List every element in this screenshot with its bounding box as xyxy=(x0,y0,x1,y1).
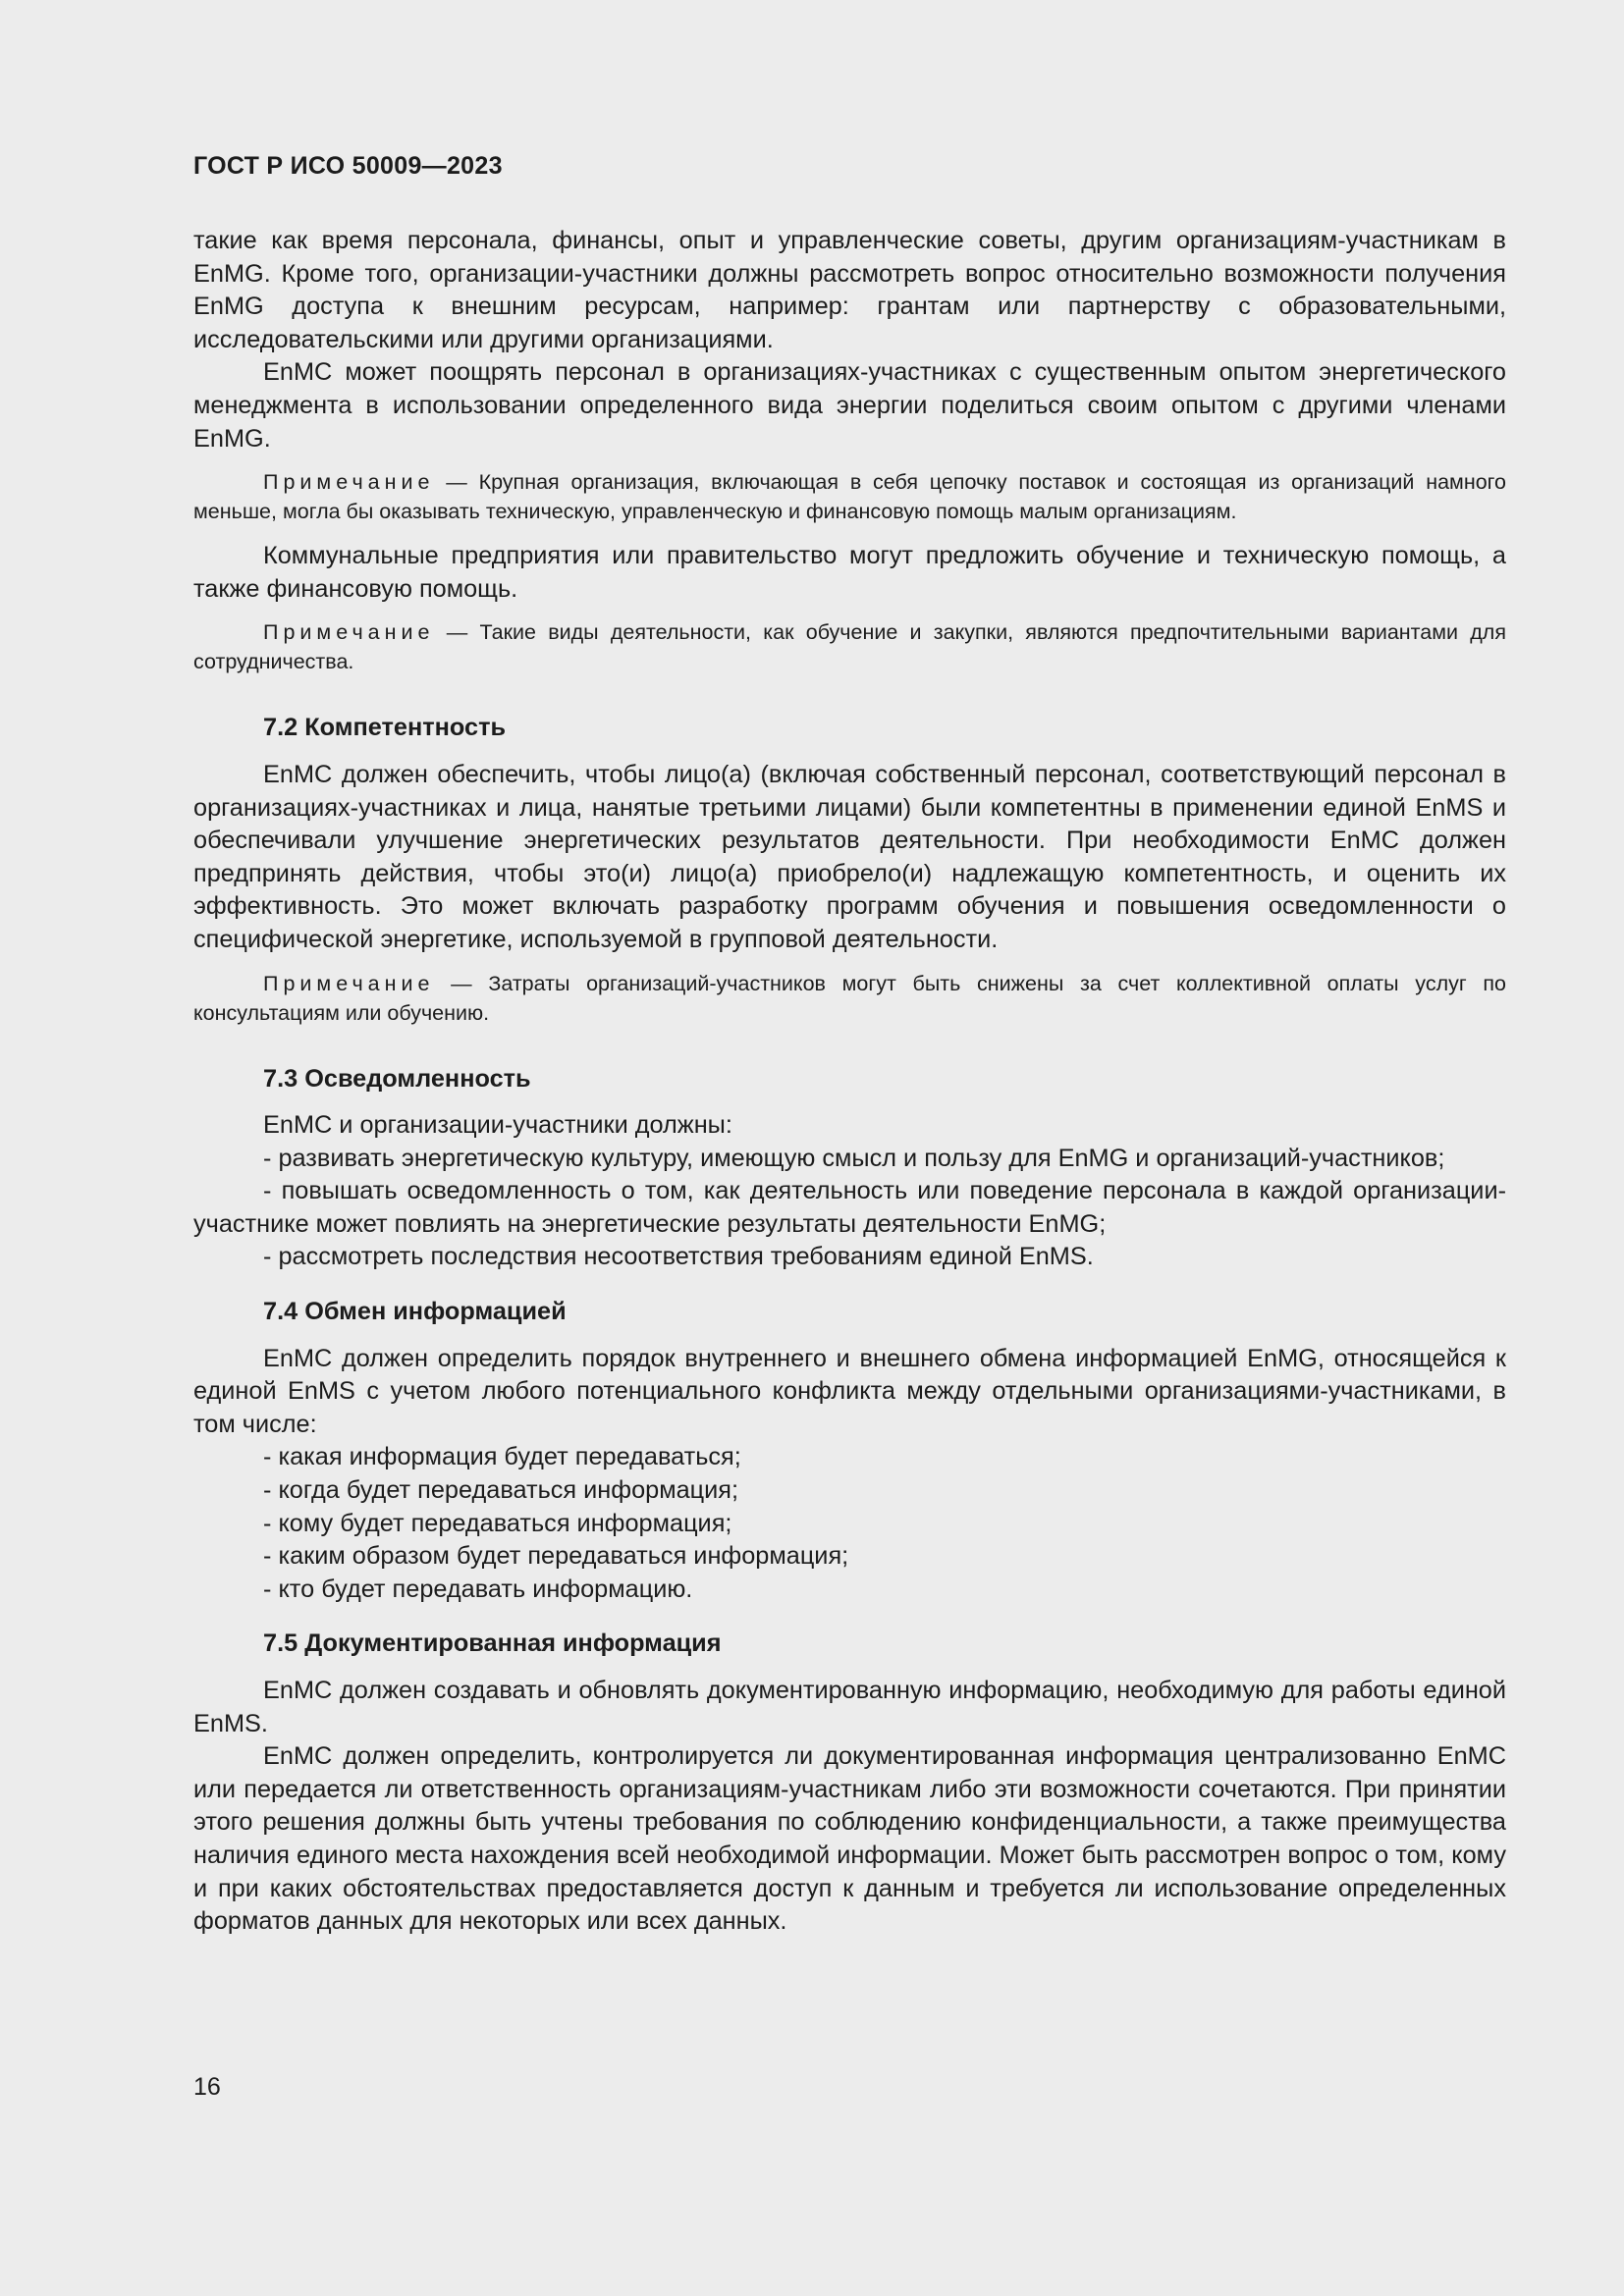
section-heading-7-4: 7.4 Обмен информацией xyxy=(263,1298,567,1326)
paragraph-utilities: Коммунальные предприятия или правительство могут предложить обучение и техническую помощь, а также финансовую помощь. xyxy=(193,542,1506,603)
list-item: - кому будет передаваться информация; xyxy=(263,1509,732,1537)
standard-header: ГОСТ Р ИСО 50009—2023 xyxy=(193,152,503,180)
section-heading-7-3: 7.3 Осведомленность xyxy=(263,1064,531,1093)
list-item: - кто будет передавать информацию. xyxy=(263,1575,693,1603)
note-3 xyxy=(193,969,1506,1028)
paragraph-enmc-encourage: EnMC может поощрять персонал в организациях-участниках с существенным опытом энергетического менеджмента в использовании определенного вида энергии поделиться своим опытом с другими членами EnMG. xyxy=(193,358,1506,453)
paragraph-communication-intro: EnMC должен определить порядок внутреннего и внешнего обмена информацией EnMG, относящейся к единой EnMS с учетом любого потенциального конфликта между отдельными организациями-участниками, в том числе: xyxy=(193,1344,1506,1438)
page-number: 16 xyxy=(193,2073,221,2101)
note-label: Примечание xyxy=(263,620,435,645)
note-text: — Крупная организация, включающая в себя цепочку поставок и состоящая из организаций намного меньше, могла бы оказывать техническую, управленческую и финансовую помощь малым организациям. xyxy=(193,470,1506,524)
list-item: - повышать осведомленность о том, как деятельность или поведение персонала в каждой организации-участнике может повлиять на энергетические результаты деятельности EnMG; xyxy=(193,1177,1506,1238)
page-content xyxy=(193,225,1506,1939)
section-heading-7-5: 7.5 Документированная информация xyxy=(263,1629,722,1658)
list-item: - когда будет передаваться информация; xyxy=(263,1476,739,1505)
list-item: - рассмотреть последствия несоответствия требованиям единой EnMS. xyxy=(263,1243,1094,1271)
section-heading-7-2: 7.2 Компетентность xyxy=(263,714,507,742)
note-label: Примечание xyxy=(263,971,435,995)
note-1 xyxy=(193,467,1506,526)
paragraph-documented-info-b: EnMC должен определить, контролируется ли документированная информация централизованно EnMC или передается ли ответственность организациям-участникам либо эти возможности сочетаются. При принятии этого решения должны быть учтены требования по соблюдению конфиденциальности, а также преимущества наличия единого места нахождения всей необходимой информации. Может быть рассмотрен вопрос о том, кому и при каких обстоятельствах предоставляется доступ к данным и требуется ли использование определенных форматов данных для некоторых или всех данных. xyxy=(193,1742,1506,1936)
note-label: Примечание xyxy=(263,470,435,495)
paragraph-awareness-intro: EnMC и организации-участники должны: xyxy=(263,1111,732,1140)
note-text: — Затраты организаций-участников могут быть снижены за счет коллективной оплаты услуг по консультациям или обучению. xyxy=(193,971,1506,1025)
note-2 xyxy=(193,617,1506,676)
paragraph-continuation: такие как время персонала, финансы, опыт и управленческие советы, другим организациям-участникам в EnMG. Кроме того, организации-участники должны рассмотреть вопрос относительно возможности получения EnMG доступа к внешним ресурсам, например: грантам или партнерству с образовательными, исследовательскими или другими организациями. xyxy=(193,227,1506,353)
list-item: - какая информация будет передаваться; xyxy=(263,1443,741,1471)
list-item: - каким образом будет передаваться информация; xyxy=(263,1542,849,1571)
paragraph-competence: EnMC должен обеспечить, чтобы лицо(а) (включая собственный персонал, соответствующий персонал в организациях-участниках и лица, нанятые третьими лицами) были компетентны в применении единой EnMS и обеспечивали улучшение энергетических результатов деятельности. При необходимости EnMC должен предпринять действия, чтобы это(и) лицо(а) приобрело(и) надлежащую компетентность, и оценить их эффективность. Это может включать разработку программ обучения и повышения осведомленности о специфической энергетике, используемой в групповой деятельности. xyxy=(193,760,1506,953)
note-text: — Такие виды деятельности, как обучение и закупки, являются предпочтительными вариантами для сотрудничества. xyxy=(193,620,1506,674)
list-item: - развивать энергетическую культуру, имеющую смысл и пользу для EnMG и организаций-участников; xyxy=(263,1144,1445,1172)
paragraph-documented-info-a: EnMC должен создавать и обновлять документированную информацию, необходимую для работы единой EnMS. xyxy=(193,1677,1506,1737)
